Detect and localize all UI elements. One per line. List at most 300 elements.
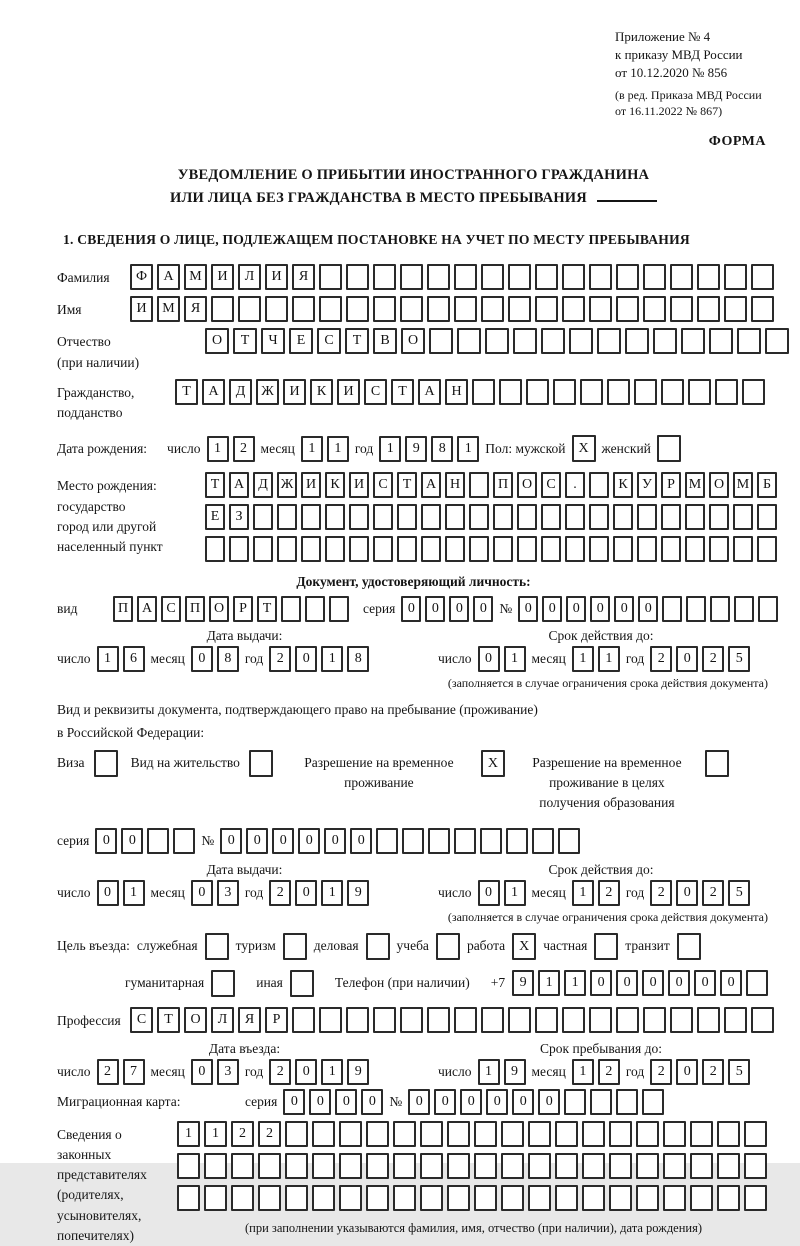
purpose-business-checkbox[interactable] (366, 933, 390, 960)
char-cell[interactable] (737, 328, 761, 354)
char-cell[interactable] (258, 1185, 281, 1211)
char-cell[interactable] (637, 536, 657, 562)
char-cell[interactable]: И (301, 472, 321, 498)
char-cell[interactable] (637, 504, 657, 530)
char-cell[interactable]: О (184, 1007, 207, 1033)
char-cell[interactable] (420, 1121, 443, 1147)
representatives-cells-row1[interactable] (177, 1121, 770, 1147)
char-cell[interactable] (690, 1153, 713, 1179)
representatives-cells-row3[interactable] (177, 1185, 770, 1211)
char-cell[interactable] (609, 1153, 632, 1179)
char-cell[interactable] (290, 970, 314, 997)
char-cell[interactable] (312, 1153, 335, 1179)
migration-number-cells[interactable] (408, 1089, 664, 1115)
char-cell[interactable] (445, 504, 465, 530)
char-cell[interactable] (580, 379, 603, 405)
char-cell[interactable]: И (211, 264, 234, 290)
char-cell[interactable]: Ч (261, 328, 285, 354)
char-cell[interactable] (597, 328, 621, 354)
char-cell[interactable]: 0 (590, 970, 612, 996)
char-cell[interactable]: 2 (233, 436, 255, 462)
char-cell[interactable] (501, 1153, 524, 1179)
char-cell[interactable] (535, 264, 558, 290)
char-cell[interactable] (661, 536, 681, 562)
char-cell[interactable]: 1 (504, 880, 526, 906)
char-cell[interactable] (402, 828, 424, 854)
char-cell[interactable] (663, 1185, 686, 1211)
char-cell[interactable] (757, 504, 777, 530)
char-cell[interactable]: 3 (217, 880, 239, 906)
char-cell[interactable] (697, 1007, 720, 1033)
char-cell[interactable] (312, 1185, 335, 1211)
char-cell[interactable] (474, 1185, 497, 1211)
char-cell[interactable]: 1 (327, 436, 349, 462)
char-cell[interactable]: О (209, 596, 229, 622)
char-cell[interactable] (429, 328, 453, 354)
char-cell[interactable] (517, 536, 537, 562)
doc-expiry-day-cells[interactable] (478, 646, 526, 672)
char-cell[interactable] (589, 472, 609, 498)
char-cell[interactable]: Т (257, 596, 277, 622)
char-cell[interactable] (734, 596, 754, 622)
char-cell[interactable] (744, 1185, 767, 1211)
char-cell[interactable]: 3 (217, 1059, 239, 1085)
char-cell[interactable]: 2 (258, 1121, 281, 1147)
char-cell[interactable] (744, 1121, 767, 1147)
char-cell[interactable]: И (130, 296, 153, 322)
char-cell[interactable]: Б (757, 472, 777, 498)
char-cell[interactable] (690, 1185, 713, 1211)
char-cell[interactable]: 0 (309, 1089, 331, 1115)
char-cell[interactable]: 2 (702, 880, 724, 906)
char-cell[interactable]: И (337, 379, 360, 405)
char-cell[interactable] (420, 1153, 443, 1179)
char-cell[interactable] (397, 536, 417, 562)
char-cell[interactable]: П (113, 596, 133, 622)
char-cell[interactable]: 0 (97, 880, 119, 906)
char-cell[interactable]: 0 (220, 828, 242, 854)
char-cell[interactable]: Е (289, 328, 313, 354)
char-cell[interactable] (312, 1121, 335, 1147)
char-cell[interactable] (589, 504, 609, 530)
char-cell[interactable] (211, 970, 235, 997)
char-cell[interactable]: 0 (191, 646, 213, 672)
char-cell[interactable] (746, 970, 768, 996)
char-cell[interactable]: 0 (361, 1089, 383, 1115)
char-cell[interactable] (277, 536, 297, 562)
char-cell[interactable] (636, 1185, 659, 1211)
char-cell[interactable]: Ж (277, 472, 297, 498)
entry-day-cells[interactable] (97, 1059, 145, 1085)
char-cell[interactable]: 0 (460, 1089, 482, 1115)
char-cell[interactable] (427, 296, 450, 322)
char-cell[interactable]: А (202, 379, 225, 405)
char-cell[interactable] (265, 296, 288, 322)
char-cell[interactable] (609, 1121, 632, 1147)
purpose-other-checkbox[interactable] (290, 970, 314, 997)
char-cell[interactable]: 2 (269, 1059, 291, 1085)
char-cell[interactable]: 0 (283, 1089, 305, 1115)
char-cell[interactable] (305, 596, 325, 622)
stay-year-cells[interactable] (650, 1059, 750, 1085)
char-cell[interactable] (717, 1185, 740, 1211)
char-cell[interactable] (292, 296, 315, 322)
char-cell[interactable]: 0 (272, 828, 294, 854)
char-cell[interactable]: 1 (564, 970, 586, 996)
given-name-cells[interactable] (130, 296, 774, 322)
purpose-study-checkbox[interactable] (436, 933, 460, 960)
char-cell[interactable]: 0 (121, 828, 143, 854)
char-cell[interactable] (642, 1089, 664, 1115)
char-cell[interactable] (634, 379, 657, 405)
char-cell[interactable] (613, 504, 633, 530)
char-cell[interactable] (301, 536, 321, 562)
char-cell[interactable] (373, 536, 393, 562)
permit-issue-day-cells[interactable] (97, 880, 145, 906)
char-cell[interactable] (757, 536, 777, 562)
char-cell[interactable] (177, 1185, 200, 1211)
char-cell[interactable]: X (512, 933, 536, 960)
char-cell[interactable]: 0 (676, 646, 698, 672)
char-cell[interactable]: 8 (431, 436, 453, 462)
char-cell[interactable]: Л (238, 264, 261, 290)
char-cell[interactable]: 1 (538, 970, 560, 996)
char-cell[interactable] (715, 379, 738, 405)
char-cell[interactable]: 1 (321, 1059, 343, 1085)
char-cell[interactable] (535, 1007, 558, 1033)
char-cell[interactable] (663, 1153, 686, 1179)
char-cell[interactable] (474, 1153, 497, 1179)
char-cell[interactable] (532, 828, 554, 854)
char-cell[interactable] (373, 264, 396, 290)
char-cell[interactable] (205, 536, 225, 562)
char-cell[interactable]: 1 (204, 1121, 227, 1147)
permit-series-cells[interactable] (95, 828, 195, 854)
char-cell[interactable] (589, 1007, 612, 1033)
doc-number-cells[interactable] (518, 596, 778, 622)
char-cell[interactable] (643, 296, 666, 322)
char-cell[interactable]: Н (445, 379, 468, 405)
char-cell[interactable]: 0 (425, 596, 445, 622)
char-cell[interactable] (616, 1089, 638, 1115)
char-cell[interactable] (555, 1185, 578, 1211)
char-cell[interactable] (493, 536, 513, 562)
char-cell[interactable] (661, 379, 684, 405)
char-cell[interactable] (724, 264, 747, 290)
purpose-private-checkbox[interactable] (594, 933, 618, 960)
char-cell[interactable]: 2 (269, 880, 291, 906)
char-cell[interactable]: 2 (231, 1121, 254, 1147)
char-cell[interactable]: 0 (478, 880, 500, 906)
char-cell[interactable] (474, 1121, 497, 1147)
char-cell[interactable] (258, 1153, 281, 1179)
char-cell[interactable]: 0 (408, 1089, 430, 1115)
char-cell[interactable] (346, 264, 369, 290)
char-cell[interactable] (616, 264, 639, 290)
char-cell[interactable]: Т (391, 379, 414, 405)
char-cell[interactable] (447, 1153, 470, 1179)
purpose-tourism-checkbox[interactable] (283, 933, 307, 960)
char-cell[interactable] (681, 328, 705, 354)
char-cell[interactable]: Р (233, 596, 253, 622)
char-cell[interactable] (677, 933, 701, 960)
char-cell[interactable]: 0 (95, 828, 117, 854)
char-cell[interactable] (613, 536, 633, 562)
char-cell[interactable]: 0 (642, 970, 664, 996)
char-cell[interactable] (565, 504, 585, 530)
char-cell[interactable] (709, 504, 729, 530)
char-cell[interactable]: К (325, 472, 345, 498)
char-cell[interactable]: 0 (638, 596, 658, 622)
temp-residence-checkbox[interactable] (481, 750, 505, 777)
char-cell[interactable]: 0 (298, 828, 320, 854)
char-cell[interactable] (231, 1185, 254, 1211)
char-cell[interactable]: 1 (572, 646, 594, 672)
char-cell[interactable] (710, 596, 730, 622)
char-cell[interactable]: 0 (694, 970, 716, 996)
char-cell[interactable] (690, 1121, 713, 1147)
char-cell[interactable]: С (541, 472, 561, 498)
char-cell[interactable] (724, 296, 747, 322)
char-cell[interactable]: А (157, 264, 180, 290)
char-cell[interactable]: О (709, 472, 729, 498)
char-cell[interactable] (508, 264, 531, 290)
representatives-cells-row2[interactable] (177, 1153, 770, 1179)
birth-place-cells-row3[interactable] (205, 536, 777, 562)
char-cell[interactable]: А (418, 379, 441, 405)
char-cell[interactable]: 0 (566, 596, 586, 622)
sex-female-checkbox[interactable] (657, 435, 681, 462)
char-cell[interactable] (555, 1121, 578, 1147)
char-cell[interactable] (454, 828, 476, 854)
char-cell[interactable]: Е (205, 504, 225, 530)
char-cell[interactable] (758, 596, 778, 622)
char-cell[interactable] (670, 1007, 693, 1033)
char-cell[interactable] (616, 1007, 639, 1033)
char-cell[interactable]: 0 (324, 828, 346, 854)
phone-cells[interactable] (512, 970, 768, 996)
char-cell[interactable] (253, 504, 273, 530)
char-cell[interactable]: Я (238, 1007, 261, 1033)
char-cell[interactable] (661, 504, 681, 530)
char-cell[interactable] (421, 536, 441, 562)
char-cell[interactable] (285, 1121, 308, 1147)
char-cell[interactable] (447, 1185, 470, 1211)
char-cell[interactable] (366, 1185, 389, 1211)
char-cell[interactable]: 1 (504, 646, 526, 672)
char-cell[interactable]: 1 (478, 1059, 500, 1085)
char-cell[interactable]: Т (397, 472, 417, 498)
char-cell[interactable]: 0 (350, 828, 372, 854)
char-cell[interactable] (751, 1007, 774, 1033)
char-cell[interactable]: . (565, 472, 585, 498)
char-cell[interactable] (319, 296, 342, 322)
char-cell[interactable] (526, 379, 549, 405)
char-cell[interactable] (685, 536, 705, 562)
char-cell[interactable]: С (373, 472, 393, 498)
char-cell[interactable]: А (137, 596, 157, 622)
char-cell[interactable]: С (364, 379, 387, 405)
char-cell[interactable]: И (265, 264, 288, 290)
char-cell[interactable] (590, 1089, 612, 1115)
char-cell[interactable]: 0 (668, 970, 690, 996)
char-cell[interactable] (493, 504, 513, 530)
doc-kind-cells[interactable] (113, 596, 349, 622)
char-cell[interactable] (393, 1121, 416, 1147)
char-cell[interactable] (555, 1153, 578, 1179)
char-cell[interactable]: Я (184, 296, 207, 322)
char-cell[interactable] (346, 1007, 369, 1033)
char-cell[interactable] (589, 296, 612, 322)
char-cell[interactable] (285, 1185, 308, 1211)
char-cell[interactable] (457, 328, 481, 354)
temp-residence-education-checkbox[interactable] (705, 750, 729, 777)
char-cell[interactable] (339, 1121, 362, 1147)
char-cell[interactable] (643, 1007, 666, 1033)
char-cell[interactable]: 0 (295, 880, 317, 906)
permit-expiry-month-cells[interactable] (572, 880, 620, 906)
char-cell[interactable]: 0 (191, 1059, 213, 1085)
char-cell[interactable] (366, 1121, 389, 1147)
char-cell[interactable] (501, 1185, 524, 1211)
char-cell[interactable]: 0 (720, 970, 742, 996)
char-cell[interactable]: 0 (191, 880, 213, 906)
char-cell[interactable] (562, 296, 585, 322)
char-cell[interactable] (636, 1121, 659, 1147)
char-cell[interactable] (765, 328, 789, 354)
char-cell[interactable] (513, 328, 537, 354)
char-cell[interactable]: 2 (702, 646, 724, 672)
char-cell[interactable]: 2 (650, 880, 672, 906)
char-cell[interactable] (400, 264, 423, 290)
char-cell[interactable] (454, 264, 477, 290)
birth-place-cells-row2[interactable] (205, 504, 777, 530)
char-cell[interactable] (582, 1185, 605, 1211)
char-cell[interactable]: Т (157, 1007, 180, 1033)
char-cell[interactable] (499, 379, 522, 405)
char-cell[interactable] (283, 933, 307, 960)
birth-year-cells[interactable] (379, 436, 479, 462)
char-cell[interactable] (205, 933, 229, 960)
char-cell[interactable]: П (493, 472, 513, 498)
char-cell[interactable] (663, 1121, 686, 1147)
char-cell[interactable] (685, 504, 705, 530)
char-cell[interactable] (744, 1153, 767, 1179)
char-cell[interactable] (94, 750, 118, 777)
char-cell[interactable]: З (229, 504, 249, 530)
char-cell[interactable] (528, 1121, 551, 1147)
surname-cells[interactable] (130, 264, 774, 290)
char-cell[interactable]: 0 (616, 970, 638, 996)
char-cell[interactable] (733, 504, 753, 530)
char-cell[interactable]: М (157, 296, 180, 322)
char-cell[interactable] (319, 1007, 342, 1033)
permit-number-cells[interactable] (220, 828, 580, 854)
char-cell[interactable] (501, 1121, 524, 1147)
entry-month-cells[interactable] (191, 1059, 239, 1085)
purpose-transit-checkbox[interactable] (677, 933, 701, 960)
char-cell[interactable] (742, 379, 765, 405)
char-cell[interactable] (705, 750, 729, 777)
char-cell[interactable] (393, 1153, 416, 1179)
char-cell[interactable]: 1 (321, 880, 343, 906)
char-cell[interactable]: 2 (97, 1059, 119, 1085)
doc-issue-month-cells[interactable] (191, 646, 239, 672)
char-cell[interactable]: Т (233, 328, 257, 354)
char-cell[interactable]: Р (661, 472, 681, 498)
char-cell[interactable]: М (733, 472, 753, 498)
char-cell[interactable]: 7 (123, 1059, 145, 1085)
char-cell[interactable] (292, 1007, 315, 1033)
char-cell[interactable] (751, 264, 774, 290)
char-cell[interactable] (481, 296, 504, 322)
char-cell[interactable]: 1 (207, 436, 229, 462)
char-cell[interactable] (589, 536, 609, 562)
char-cell[interactable] (329, 596, 349, 622)
doc-series-cells[interactable] (401, 596, 493, 622)
char-cell[interactable] (421, 504, 441, 530)
char-cell[interactable]: Н (445, 472, 465, 498)
char-cell[interactable] (238, 296, 261, 322)
char-cell[interactable]: 0 (478, 646, 500, 672)
char-cell[interactable]: Л (211, 1007, 234, 1033)
char-cell[interactable]: 6 (123, 646, 145, 672)
char-cell[interactable]: 0 (676, 1059, 698, 1085)
char-cell[interactable] (373, 296, 396, 322)
char-cell[interactable]: 0 (590, 596, 610, 622)
char-cell[interactable] (481, 1007, 504, 1033)
doc-expiry-year-cells[interactable] (650, 646, 750, 672)
char-cell[interactable] (717, 1121, 740, 1147)
char-cell[interactable] (253, 536, 273, 562)
char-cell[interactable]: К (310, 379, 333, 405)
char-cell[interactable]: 1 (97, 646, 119, 672)
char-cell[interactable] (562, 264, 585, 290)
char-cell[interactable]: 1 (598, 646, 620, 672)
char-cell[interactable] (662, 596, 682, 622)
char-cell[interactable] (319, 264, 342, 290)
char-cell[interactable]: 9 (347, 1059, 369, 1085)
char-cell[interactable]: 0 (676, 880, 698, 906)
char-cell[interactable] (582, 1121, 605, 1147)
char-cell[interactable] (480, 828, 502, 854)
stay-month-cells[interactable] (572, 1059, 620, 1085)
char-cell[interactable]: 0 (434, 1089, 456, 1115)
char-cell[interactable] (528, 1185, 551, 1211)
char-cell[interactable] (481, 264, 504, 290)
char-cell[interactable] (339, 1153, 362, 1179)
char-cell[interactable] (325, 504, 345, 530)
char-cell[interactable]: Д (253, 472, 273, 498)
char-cell[interactable]: 9 (504, 1059, 526, 1085)
char-cell[interactable]: 2 (650, 1059, 672, 1085)
doc-issue-year-cells[interactable] (269, 646, 369, 672)
char-cell[interactable]: С (317, 328, 341, 354)
char-cell[interactable] (686, 596, 706, 622)
char-cell[interactable] (277, 504, 297, 530)
char-cell[interactable]: 1 (123, 880, 145, 906)
char-cell[interactable] (751, 296, 774, 322)
char-cell[interactable]: X (572, 435, 596, 462)
patronymic-cells[interactable] (205, 328, 789, 354)
char-cell[interactable] (562, 1007, 585, 1033)
residence-permit-checkbox[interactable] (249, 750, 273, 777)
char-cell[interactable] (204, 1153, 227, 1179)
char-cell[interactable]: 5 (728, 880, 750, 906)
char-cell[interactable]: П (185, 596, 205, 622)
char-cell[interactable] (366, 1153, 389, 1179)
purpose-work-checkbox[interactable] (512, 933, 536, 960)
